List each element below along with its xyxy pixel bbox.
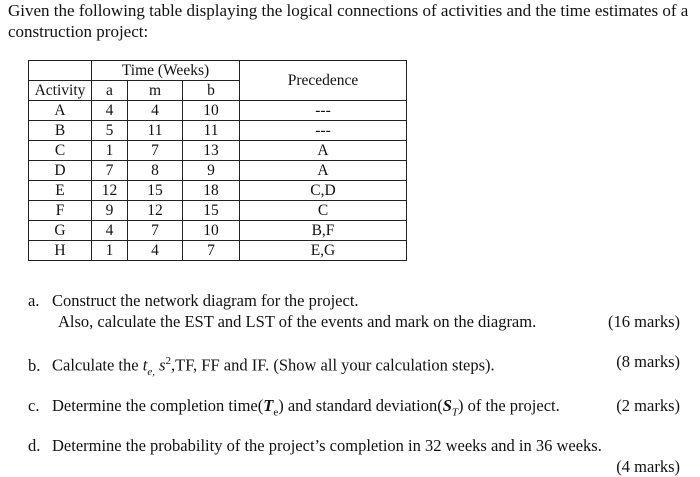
te-symbol: T xyxy=(263,396,274,415)
table-row xyxy=(29,161,407,181)
precedence-cell: E,G xyxy=(240,241,407,261)
question-c xyxy=(28,395,688,423)
question-b-label: b. xyxy=(28,355,41,375)
te-subscript: e xyxy=(273,406,279,419)
activity-header: Activity xyxy=(29,81,92,101)
question-c-label: c. xyxy=(28,396,40,415)
m-cell: 8 xyxy=(128,161,183,181)
b-cell: 10 xyxy=(183,221,240,241)
activity-cell: E xyxy=(29,181,92,201)
a-cell: 4 xyxy=(92,221,128,241)
intro-text: Given the following table displaying the logical connections of activities and the time estimates of a construction project: xyxy=(8,1,689,41)
b-cell: 7 xyxy=(183,241,240,261)
b-cell: 9 xyxy=(183,161,240,181)
question-b xyxy=(28,351,688,383)
table-header-row-1 xyxy=(29,61,407,81)
activity-table xyxy=(28,60,407,261)
s-symbol: s xyxy=(154,355,166,375)
precedence-cell: --- xyxy=(240,121,407,141)
activity-cell: F xyxy=(29,201,92,221)
question-c-marks: (2 marks) xyxy=(616,396,680,415)
st-symbol: S xyxy=(442,396,452,415)
b-cell: 18 xyxy=(183,181,240,201)
b-cell: 11 xyxy=(183,121,240,141)
table-row xyxy=(29,201,407,221)
m-cell: 15 xyxy=(128,181,183,201)
m-cell: 12 xyxy=(128,201,183,221)
question-d-marks: (4 marks) xyxy=(616,457,680,476)
precedence-cell: C,D xyxy=(240,181,407,201)
a-cell: 7 xyxy=(92,161,128,181)
precedence-header: Precedence xyxy=(240,61,407,101)
question-d xyxy=(28,435,688,477)
question-d-label: d. xyxy=(28,436,41,455)
activity-cell: D xyxy=(29,161,92,181)
table-row xyxy=(29,181,407,201)
question-b-prefix: Calculate the xyxy=(52,355,143,375)
table-row xyxy=(29,221,407,241)
m-header: m xyxy=(128,81,183,101)
st-subscript: T xyxy=(451,406,459,419)
a-cell: 9 xyxy=(92,201,128,221)
precedence-cell: C xyxy=(240,201,407,221)
a-cell: 1 xyxy=(92,241,128,261)
activity-cell: C xyxy=(29,141,92,161)
b-header: b xyxy=(183,81,240,101)
b-cell: 10 xyxy=(183,101,240,121)
m-cell: 4 xyxy=(128,101,183,121)
activity-cell: B xyxy=(29,121,92,141)
a-cell: 1 xyxy=(92,141,128,161)
question-a-line2: Also, calculate the EST and LST of the events and mark on the diagram. xyxy=(58,312,537,331)
table-row xyxy=(29,141,407,161)
m-cell: 4 xyxy=(128,241,183,261)
question-a-line1: Construct the network diagram for the project. xyxy=(52,291,359,310)
question-a-label: a. xyxy=(28,291,40,310)
question-a-marks: (16 marks) xyxy=(608,312,680,331)
table-row xyxy=(29,241,407,261)
precedence-cell: B,F xyxy=(240,221,407,241)
question-c-prefix: Determine the completion time( xyxy=(52,396,264,415)
te-subscript: e, xyxy=(147,365,155,378)
activity-cell: G xyxy=(29,221,92,241)
table-row xyxy=(29,121,407,141)
question-d-text: Determine the probability of the project’s completion in 32 weeks and in 36 weeks. xyxy=(52,436,602,455)
m-cell: 7 xyxy=(128,221,183,241)
activity-cell: H xyxy=(29,241,92,261)
a-cell: 4 xyxy=(92,101,128,121)
te-symbol: t xyxy=(142,355,148,375)
precedence-cell: --- xyxy=(240,101,407,121)
table-row xyxy=(29,101,407,121)
question-a xyxy=(28,290,688,332)
activity-cell: A xyxy=(29,101,92,121)
precedence-cell: A xyxy=(240,161,407,181)
precedence-cell: A xyxy=(240,141,407,161)
a-cell: 5 xyxy=(92,121,128,141)
b-cell: 13 xyxy=(183,141,240,161)
question-c-suffix: ) of the project. xyxy=(458,396,560,415)
table-corner-cell xyxy=(29,61,92,81)
s-superscript: 2 xyxy=(165,355,171,367)
question-c-middle: ) and standard deviation( xyxy=(278,396,443,415)
m-cell: 7 xyxy=(128,141,183,161)
time-weeks-header: Time (Weeks) xyxy=(92,61,240,81)
question-b-marks: (8 marks) xyxy=(616,352,680,371)
b-cell: 15 xyxy=(183,201,240,221)
m-cell: 11 xyxy=(128,121,183,141)
a-cell: 12 xyxy=(92,181,128,201)
a-header: a xyxy=(92,81,128,101)
question-b-suffix: ,TF, FF and IF. (Show all your calculation steps). xyxy=(171,355,495,375)
